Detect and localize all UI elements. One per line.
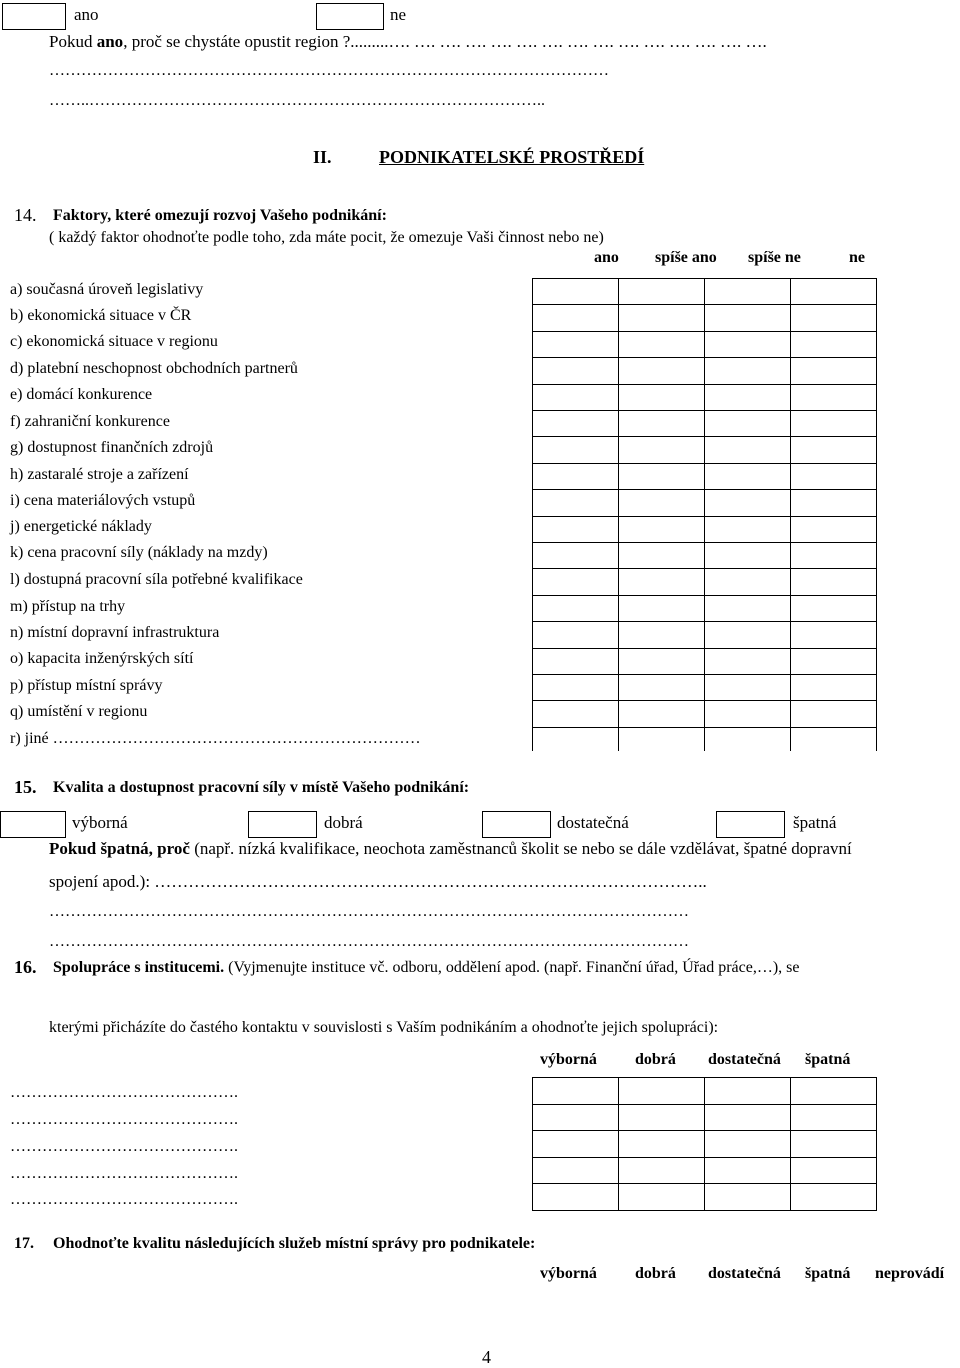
q16-title: Spolupráce s institucemi. [53,959,225,976]
factor-b: b) ekonomická situace v ČR [10,307,192,324]
answer-dots-line-1[interactable]: …………………………………………………………………………………………… [49,62,609,79]
factor-q: q) umístění v regionu [10,703,148,720]
factor-g: g) dostupnost finančních zdrojů [10,439,214,456]
factor-d: d) platební neschopnost obchodních partnerů [10,360,298,377]
factor-l: l) dostupná pracovní síla potřebné kvalifikace [10,571,303,588]
q16-cell-r3-c3[interactable] [704,1130,791,1158]
q14-cell-r11-c2[interactable] [618,542,705,569]
ano-checkbox[interactable] [2,3,66,30]
q16-cell-r4-c2[interactable] [618,1157,705,1185]
q14-cell-r13-c3[interactable] [704,595,791,622]
q14-cell-r9-c2[interactable] [618,489,705,516]
factor-a: a) současná úroveň legislativy [10,281,204,298]
question-bold: ano [96,32,124,51]
q14-cell-r5-c4[interactable] [790,384,877,411]
q14-cell-r14-c1[interactable] [532,621,619,648]
q16-cell-r5-c1[interactable] [532,1183,619,1211]
q14-cell-r15-c4[interactable] [790,648,877,675]
section-number: II. [313,147,332,167]
q14-cell-r3-c2[interactable] [618,331,705,358]
q17-col-neprovadi: neprovádí [875,1265,945,1282]
q14-cell-r11-c3[interactable] [704,542,791,569]
q14-cell-r13-c4[interactable] [790,595,877,622]
q14-cell-r9-c3[interactable] [704,489,791,516]
factor-p: p) přístup místní správy [10,677,163,694]
q16-institution-5[interactable]: ……………………………………. [10,1191,238,1208]
q14-cell-r12-c4[interactable] [790,568,877,595]
q14-cell-r1-c4[interactable] [790,278,877,305]
q14-cell-r17-c4[interactable] [790,700,877,727]
q14-cell-r8-c3[interactable] [704,463,791,490]
q14-cell-r13-c2[interactable] [618,595,705,622]
q14-open-row-divider [618,727,619,751]
q14-col-spise-ano: spíše ano [655,249,717,266]
q14-cell-r2-c1[interactable] [532,304,619,331]
q14-open-row-divider [532,727,533,751]
q14-cell-r11-c4[interactable] [790,542,877,569]
q14-cell-r16-c1[interactable] [532,674,619,701]
factor-f: f) zahraniční konkurence [10,413,170,430]
factor-c: c) ekonomická situace v regionu [10,333,218,350]
q14-open-row-divider [704,727,705,751]
q16-cell-r4-c3[interactable] [704,1157,791,1185]
factor-i: i) cena materiálových vstupů [10,492,196,509]
ne-label: ne [390,5,407,24]
q17-col-dostatecna: dostatečná [708,1265,781,1282]
q16-intro [53,959,800,977]
q14-instruction: ( každý faktor ohodnoťte podle toho, zda máte pocit, že omezuje Vaši činnost nebo ne) [49,229,604,246]
q17-col-vyborna: výborná [540,1265,597,1282]
q14-cell-r17-c1[interactable] [532,700,619,727]
q16-cell-r1-c3[interactable] [704,1077,791,1105]
factor-o: o) kapacita inženýrských sítí [10,650,194,667]
q17-col-spatna: špatná [805,1265,851,1282]
q14-cell-r4-c4[interactable] [790,357,877,384]
factor-k: k) cena pracovní síly (náklady na mzdy) [10,544,268,561]
factor-n: n) místní dopravní infrastruktura [10,624,220,641]
q15-answer-dots-2[interactable]: ………………………………………………………………………………………………………… [49,933,689,950]
q14-cell-r7-c4[interactable] [790,436,877,463]
q14-cell-r7-c3[interactable] [704,436,791,463]
q14-cell-r2-c4[interactable] [790,304,877,331]
q14-cell-r1-c3[interactable] [704,278,791,305]
q14-cell-r10-c3[interactable] [704,516,791,543]
question-suffix: , proč se chystáte opustit region ?.........…. …. …. …. …. …. …. …. …. …. …. …. …. …. …. [123,32,767,51]
q14-cell-r16-c2[interactable] [618,674,705,701]
q14-cell-r5-c2[interactable] [618,384,705,411]
q14-cell-r15-c3[interactable] [704,648,791,675]
q14-cell-r17-c2[interactable] [618,700,705,727]
q14-cell-r13-c1[interactable] [532,595,619,622]
q14-cell-r10-c2[interactable] [618,516,705,543]
q15-spatna-label: špatná [793,813,837,832]
q15-dostatecna-checkbox[interactable] [482,811,551,838]
q14-cell-r14-c3[interactable] [704,621,791,648]
q16-cell-r3-c1[interactable] [532,1130,619,1158]
q15-vyborna-checkbox[interactable] [0,811,66,838]
q14-cell-r15-c2[interactable] [618,648,705,675]
q15-followup-line2[interactable]: spojení apod.): …………………………………………………………………………………….. [49,872,707,891]
question-prefix: Pokud [49,32,97,51]
q14-cell-r7-c2[interactable] [618,436,705,463]
q14-cell-r14-c2[interactable] [618,621,705,648]
answer-dots-line-2[interactable]: ……..………………………………………………………………………….. [49,92,545,109]
q16-text1: (Vyjmenujte instituce vč. odboru, oddělení apod. (např. Finanční úřad, Úřad práce,…), se [224,959,800,976]
q14-title: Faktory, které omezují rozvoj Vašeho podnikání: [53,207,387,224]
q15-dobra-label: dobrá [324,813,363,832]
q14-cell-r5-c1[interactable] [532,384,619,411]
q14-cell-r4-c2[interactable] [618,357,705,384]
q14-cell-r3-c1[interactable] [532,331,619,358]
q14-cell-r3-c4[interactable] [790,331,877,358]
q16-col-vyborna: výborná [540,1051,597,1068]
q14-cell-r9-c4[interactable] [790,489,877,516]
q14-cell-r12-c1[interactable] [532,568,619,595]
q16-cell-r2-c2[interactable] [618,1104,705,1132]
q14-cell-r1-c1[interactable] [532,278,619,305]
ano-label: ano [74,5,99,24]
page-number: 4 [482,1347,491,1367]
factor-m: m) přístup na trhy [10,598,126,615]
q14-cell-r17-c3[interactable] [704,700,791,727]
q15-answer-dots-1[interactable]: ………………………………………………………………………………………………………… [49,903,689,920]
q14-cell-r4-c3[interactable] [704,357,791,384]
q14-cell-r16-c4[interactable] [790,674,877,701]
q16-col-dobra: dobrá [635,1051,676,1068]
q14-cell-r10-c4[interactable] [790,516,877,543]
q14-cell-r1-c2[interactable] [618,278,705,305]
q14-cell-r8-c1[interactable] [532,463,619,490]
factor-r: r) jiné …………………………………………………………… [10,730,421,747]
q14-cell-r7-c1[interactable] [532,436,619,463]
q16-cell-r5-c2[interactable] [618,1183,705,1211]
q16-cell-r2-c3[interactable] [704,1104,791,1132]
q14-number: 14. [14,205,37,225]
q14-cell-r11-c1[interactable] [532,542,619,569]
q14-open-row-divider [790,727,791,751]
q15-followup-text: (např. nízká kvalifikace, neochota zaměstnanců školit se nebo se dále vzdělávat, špatné dopravní [189,839,852,858]
q16-institution-2[interactable]: ……………………………………. [10,1111,238,1128]
ne-checkbox[interactable] [316,3,384,30]
q14-cell-r15-c1[interactable] [532,648,619,675]
q14-cell-r4-c1[interactable] [532,357,619,384]
q14-cell-r6-c3[interactable] [704,410,791,437]
q16-cell-r1-c4[interactable] [790,1077,877,1105]
q16-text2: kterými přicházíte do častého kontaktu v souvislosti s Vaším podnikáním a ohodnoťte jejich spolupráci): [49,1019,719,1036]
q14-cell-r12-c3[interactable] [704,568,791,595]
q14-cell-r6-c4[interactable] [790,410,877,437]
q17-col-dobra: dobrá [635,1265,676,1282]
q14-cell-r6-c2[interactable] [618,410,705,437]
q16-cell-r5-c3[interactable] [704,1183,791,1211]
q17-number: 17. [14,1235,34,1252]
q16-institution-3[interactable]: ……………………………………. [10,1138,238,1155]
q14-cell-r2-c3[interactable] [704,304,791,331]
q16-institution-4[interactable]: ……………………………………. [10,1165,238,1182]
q16-cell-r4-c4[interactable] [790,1157,877,1185]
q16-cell-r2-c4[interactable] [790,1104,877,1132]
q14-cell-r12-c2[interactable] [618,568,705,595]
q15-dostatecna-label: dostatečná [557,813,629,832]
q16-cell-r4-c1[interactable] [532,1157,619,1185]
q16-col-spatna: špatná [805,1051,851,1068]
q14-col-ano: ano [594,249,619,266]
q15-spatna-checkbox[interactable] [716,811,785,838]
q15-number: 15. [14,777,37,797]
q16-institution-1[interactable]: ……………………………………. [10,1084,238,1101]
q14-cell-r9-c1[interactable] [532,489,619,516]
q14-cell-r8-c2[interactable] [618,463,705,490]
q16-cell-r1-c2[interactable] [618,1077,705,1105]
q15-title: Kvalita a dostupnost pracovní síly v místě Vašeho podnikání: [53,779,470,796]
factor-h: h) zastaralé stroje a zařízení [10,466,189,483]
q14-cell-r14-c4[interactable] [790,621,877,648]
q15-followup-bold: Pokud špatná, proč [49,839,190,858]
q15-dobra-checkbox[interactable] [248,811,317,838]
factor-e: e) domácí konkurence [10,386,153,403]
q14-cell-r5-c3[interactable] [704,384,791,411]
q14-cell-r6-c1[interactable] [532,410,619,437]
q14-col-ne: ne [849,249,865,266]
q15-vyborna-label: výborná [72,813,128,832]
q16-cell-r2-c1[interactable] [532,1104,619,1132]
leave-region-question [49,32,929,52]
q14-cell-r10-c1[interactable] [532,516,619,543]
q16-cell-r1-c1[interactable] [532,1077,619,1105]
q14-cell-r3-c3[interactable] [704,331,791,358]
q16-number: 16. [14,957,37,977]
factor-j: j) energetické náklady [10,518,152,535]
q14-cell-r8-c4[interactable] [790,463,877,490]
q14-open-row-divider [876,727,877,751]
q14-col-spise-ne: spíše ne [748,249,801,266]
q14-cell-r2-c2[interactable] [618,304,705,331]
q16-cell-r3-c4[interactable] [790,1130,877,1158]
q15-followup [49,839,852,859]
q16-cell-r3-c2[interactable] [618,1130,705,1158]
section-title: PODNIKATELSKÉ PROSTŘEDÍ [379,147,645,167]
q14-cell-r16-c3[interactable] [704,674,791,701]
q16-cell-r5-c4[interactable] [790,1183,877,1211]
q17-title: Ohodnoťte kvalitu následujících služeb místní správy pro podnikatele: [53,1235,536,1252]
q16-col-dostatecna: dostatečná [708,1051,781,1068]
